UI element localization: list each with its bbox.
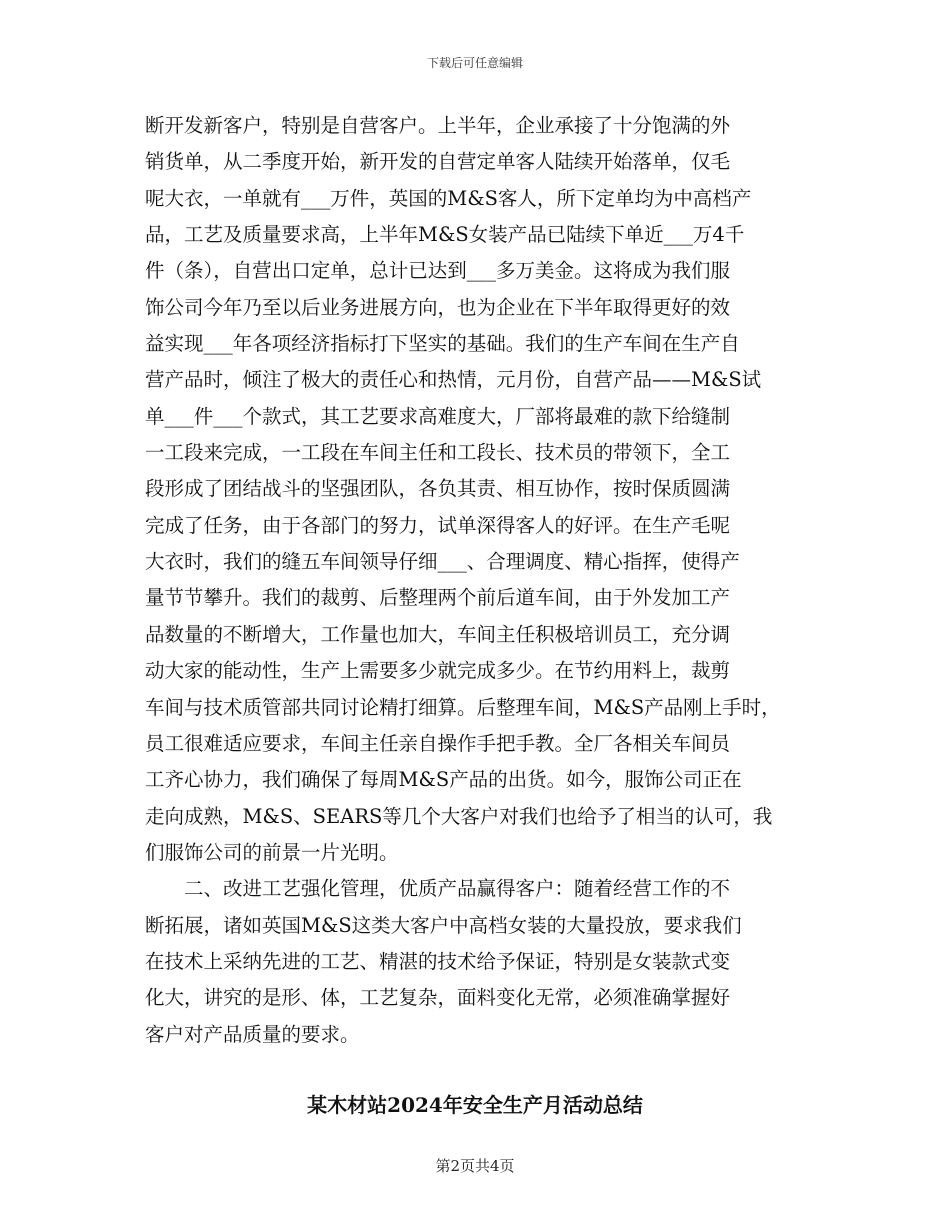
text-line: 动大家的能动性，生产上需要多少就完成多少。在节约用料上，裁剪 (145, 659, 731, 683)
page-header: 下载后可任意编辑 (426, 56, 523, 70)
text-line: 销货单，从二季度开始，新开发的自营定单客人陆续开始落单，仅毛 (145, 150, 731, 174)
page-number-footer: 第2页共4页 (435, 1157, 515, 1175)
document-body (145, 108, 815, 1053)
text-line: 品，工艺及质量要求高，上半年M&S女装产品已陆续下单近___万4千 (145, 223, 745, 247)
text-line: 单___件___个款式，其工艺要求高难度大，厂部将最难的款下给缝制 (145, 404, 731, 428)
text-line: 量节节攀升。我们的裁剪、后整理两个前后道车间，由于外发加工产 (145, 586, 731, 610)
text-line: 化大，讲究的是形、体，工艺复杂，面料变化无常，必须准确掌握好 (145, 986, 731, 1010)
text-line: 客户对产品质量的要求。 (145, 1022, 360, 1046)
text-line: 在技术上采纳先进的工艺、精湛的技术给予保证，特别是女装款式变 (145, 949, 731, 973)
text-line: 完成了任务，由于各部门的努力，试单深得客人的好评。在生产毛呢 (145, 513, 731, 537)
text-line: 段形成了团结战斗的坚强团队，各负其责、相互协作，按时保质圆满 (145, 477, 731, 501)
text-line: 车间与技术质管部共同讨论精打细算。后整理车间，M&S产品刚上手时， (145, 695, 781, 719)
text-line: 大衣时，我们的缝五车间领导仔细___、合理调度、精心指挥，使得产 (145, 550, 740, 574)
text-line: 二、改进工艺强化管理，优质产品赢得客户：随着经营工作的不 (145, 877, 731, 901)
text-line: 益实现___年各项经济指标打下坚实的基础。我们的生产车间在生产自 (145, 332, 740, 356)
text-line: 走向成熟，M&S、SEARS等几个大客户对我们也给予了相当的认可，我 (145, 804, 773, 828)
text-line: 断拓展，诸如英国M&S这类大客户中高档女装的大量投放，要求我们 (145, 913, 742, 937)
text-line: 营产品时，倾注了极大的责任心和热情，元月份，自营产品——M&S试 (145, 368, 762, 392)
text-line: 件（条），自营出口定单，总计已达到___多万美金。这将成为我们服 (145, 259, 731, 283)
text-line: 员工很难适应要求，车间主任亲自操作手把手教。全厂各相关车间员 (145, 731, 731, 755)
text-line: 断开发新客户，特别是自营客户。上半年，企业承接了十分饱满的外 (145, 114, 731, 137)
text-line: 们服饰公司的前景一片光明。 (145, 840, 399, 864)
next-section-heading: 某木材站2024年安全生产月活动总结 (307, 1093, 643, 1117)
text-line: 工齐心协力，我们确保了每周M&S产品的出货。如今，服饰公司正在 (145, 768, 742, 792)
text-line: 一工段来完成，一工段在车间主任和工段长、技术员的带领下，全工 (145, 441, 731, 465)
text-line: 品数量的不断增大，工作量也加大，车间主任积极培训员工，充分调 (145, 622, 731, 646)
text-line: 饰公司今年乃至以后业务进展方向，也为企业在下半年取得更好的效 (145, 295, 731, 319)
text-line: 呢大衣，一单就有___万件，英国的M&S客人，所下定单均为中高档产 (145, 186, 752, 210)
